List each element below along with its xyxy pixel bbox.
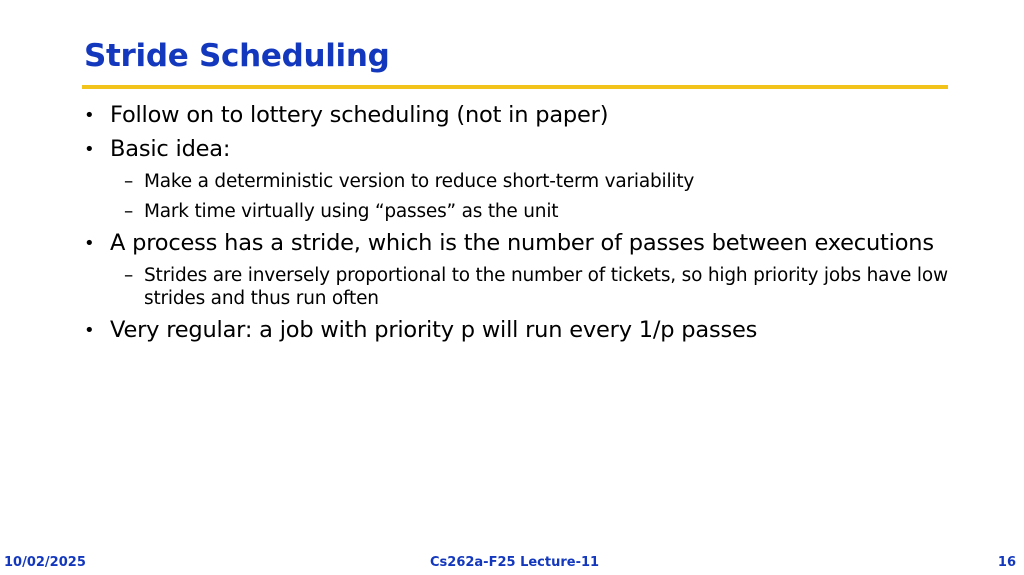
bullet-marker: •: [84, 320, 95, 341]
footer-course-label: Cs262a-F25 Lecture-11: [430, 555, 600, 570]
bullet-text: A process has a stride, which is the number of passes between executions: [110, 230, 934, 256]
bullet-text: Basic idea:: [110, 136, 231, 162]
sub-bullet-item: [84, 200, 954, 223]
sub-bullet-item: [84, 170, 954, 193]
sub-bullet-marker: –: [124, 265, 134, 286]
bullet-marker: •: [84, 105, 95, 126]
sub-bullet-marker: –: [124, 201, 134, 222]
bullet-item: [84, 102, 954, 129]
footer-page-number: 16: [997, 555, 1016, 570]
sub-bullet-text: Make a deterministic version to reduce short-term variability: [144, 171, 695, 192]
bullet-item: [84, 136, 954, 163]
slide-title: Stride Scheduling: [84, 38, 390, 74]
bullet-text: Very regular: a job with priority p will run every 1/p passes: [110, 317, 758, 343]
sub-bullet-item: [84, 264, 954, 310]
bullet-item: [84, 230, 954, 257]
bullet-marker: •: [84, 139, 95, 160]
sub-bullet-marker: –: [124, 171, 134, 192]
sub-bullet-text: Strides are inversely proportional to the number of tickets, so high priority jobs have low strides and thus run often: [144, 265, 948, 309]
bullet-text: Follow on to lottery scheduling (not in paper): [110, 102, 609, 128]
bullet-list: [84, 102, 954, 351]
sub-bullet-text: Mark time virtually using “passes” as the unit: [144, 201, 559, 222]
bullet-marker: •: [84, 233, 95, 254]
bullet-item: [84, 317, 954, 344]
footer-date: 10/02/2025: [4, 555, 86, 570]
title-underline: [82, 85, 948, 89]
